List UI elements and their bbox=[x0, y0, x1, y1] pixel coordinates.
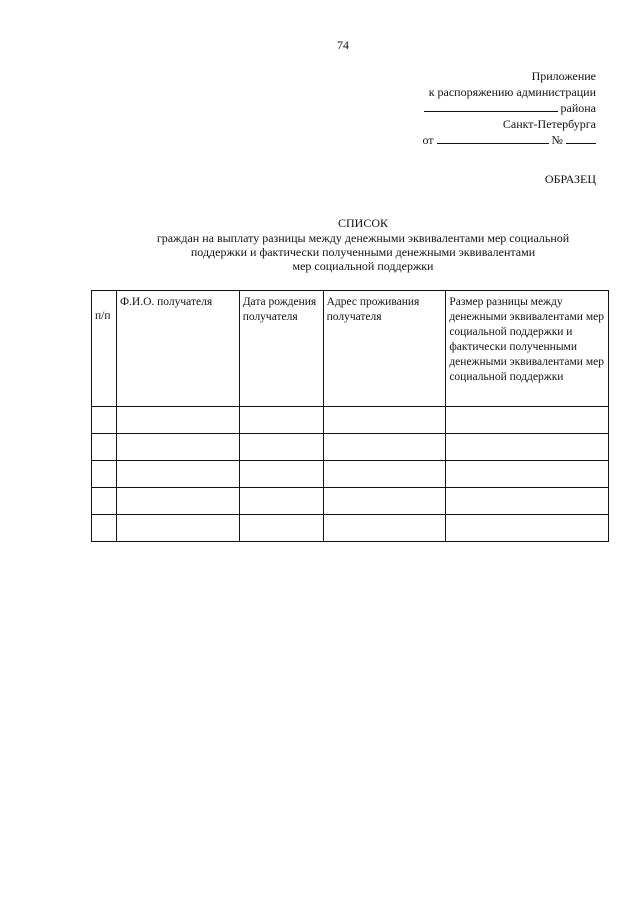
list-heading: СПИСОК bbox=[337, 216, 388, 230]
number-blank bbox=[566, 133, 596, 144]
date-from-label: от bbox=[422, 133, 434, 147]
header-number: п/п bbox=[92, 291, 117, 407]
table-row bbox=[92, 515, 609, 542]
header-difference-amount: Размер разницы между денежными эквивалентами мер социальной поддержки и фактически полученными денежными эквивалентами мер социальной поддержки bbox=[446, 291, 609, 407]
appendix-district-line bbox=[422, 100, 596, 116]
table-cell bbox=[239, 434, 323, 461]
table-cell bbox=[323, 488, 446, 515]
table-cell bbox=[239, 461, 323, 488]
table-cell bbox=[446, 515, 609, 542]
table-cell bbox=[239, 515, 323, 542]
header-full-name: Ф.И.О. получателя bbox=[116, 291, 239, 407]
table-header-row bbox=[92, 291, 609, 407]
sample-label: ОБРАЗЕЦ bbox=[544, 172, 596, 186]
table-row bbox=[92, 434, 609, 461]
table-cell bbox=[239, 488, 323, 515]
number-sign: № bbox=[551, 133, 563, 147]
table-row bbox=[92, 407, 609, 434]
table-cell bbox=[446, 407, 609, 434]
appendix-order-line: к распоряжению администрации bbox=[428, 85, 596, 99]
list-subtitle-line-1: граждан на выплату разницы между денежными эквивалентами мер социальной bbox=[156, 231, 570, 245]
table-cell bbox=[92, 434, 117, 461]
table-cell bbox=[323, 407, 446, 434]
appendix-block bbox=[422, 68, 596, 148]
appendix-city-line: Санкт-Петербурга bbox=[502, 117, 596, 131]
table-cell bbox=[116, 461, 239, 488]
table-cell bbox=[116, 407, 239, 434]
appendix-date-line bbox=[422, 132, 596, 148]
district-blank bbox=[424, 101, 558, 112]
list-title-block bbox=[90, 216, 636, 273]
table-cell bbox=[116, 488, 239, 515]
table-cell bbox=[323, 515, 446, 542]
table-cell bbox=[116, 515, 239, 542]
header-address: Адрес проживания получателя bbox=[323, 291, 446, 407]
table-cell bbox=[323, 461, 446, 488]
table-cell bbox=[239, 407, 323, 434]
district-suffix: района bbox=[560, 101, 596, 115]
header-birth-date: Дата рождения получателя bbox=[239, 291, 323, 407]
table-cell bbox=[92, 488, 117, 515]
list-subtitle-line-2: поддержки и фактически полученными денежными эквивалентами bbox=[190, 245, 536, 259]
table-cell bbox=[92, 407, 117, 434]
page-number: 74 bbox=[337, 38, 349, 52]
table-cell bbox=[323, 434, 446, 461]
table-cell bbox=[446, 434, 609, 461]
date-blank bbox=[437, 133, 549, 144]
table-row bbox=[92, 461, 609, 488]
table-cell bbox=[92, 515, 117, 542]
table-row bbox=[92, 488, 609, 515]
list-subtitle-line-3: мер социальной поддержки bbox=[292, 259, 434, 273]
table-cell bbox=[446, 488, 609, 515]
recipients-table bbox=[91, 290, 609, 542]
appendix-title: Приложение bbox=[531, 69, 596, 83]
table-cell bbox=[92, 461, 117, 488]
table-cell bbox=[116, 434, 239, 461]
table-cell bbox=[446, 461, 609, 488]
